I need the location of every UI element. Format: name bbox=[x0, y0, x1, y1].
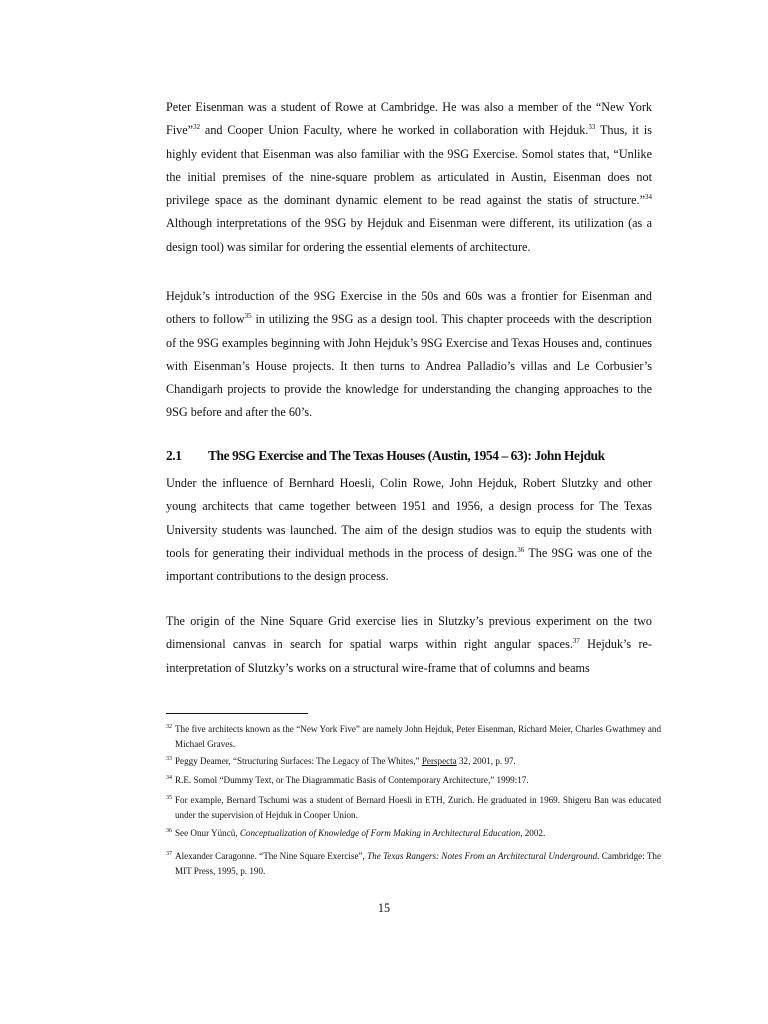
footnote-text: 32, 2001, p. 97. bbox=[456, 756, 516, 766]
book-title: Conceptualization of Knowledge of Form Making in Architectural Education bbox=[239, 828, 521, 838]
footnote-35: $^{35}$ For example, Bernard Tschumi was a student of Bernard Hoesli in ETH, Zurich. He graduated in 1969. Shigeru Ban was educated under the supervision of Hejduk in Cooper Union. bbox=[166, 795, 661, 820]
footnote-text: The five architects known as the “New York Five” are namely John Hejduk, Peter Eisenman, Richard Meier, Charles Gwathmey and Michael Graves. bbox=[175, 724, 661, 749]
paragraph-1 bbox=[166, 96, 652, 259]
paragraph-2 bbox=[166, 285, 652, 425]
section-heading bbox=[166, 448, 656, 464]
footnote-text: Peggy Deamer, “Structuring Surfaces: The Legacy of The Whites,” bbox=[175, 756, 422, 766]
footnote-ref[interactable]: 34 bbox=[645, 193, 652, 202]
footnote-text: See Onur Yüncü, bbox=[175, 828, 240, 838]
paragraph-text: The 9SG was one of the important contributions to the design process. bbox=[166, 545, 653, 584]
footnote-ref[interactable]: 37 bbox=[572, 637, 580, 646]
footnote-ref[interactable]: 32 bbox=[193, 123, 201, 132]
paragraph-text: and Cooper Union Faculty, where he worked in collaboration with Hejduk. bbox=[200, 123, 589, 138]
book-title: The Texas Rangers: Notes From an Architectural Underground bbox=[367, 851, 598, 861]
footnote-text: For example, Bernard Tschumi was a student of Bernard Hoesli in ETH, Zurich. He graduated in 1969. Shigeru Ban was educated under the supervision of Hejduk in Cooper Union. bbox=[175, 795, 661, 820]
paragraph-text: Hejduk’s introduction of the 9SG Exercise in the 50s and 60s was a frontier for Eisenman and others to follow bbox=[166, 289, 652, 327]
footnote-text: , 2002. bbox=[520, 828, 546, 838]
footnote-ref[interactable]: 33 bbox=[588, 123, 596, 132]
footnote-text: R.E. Somol “Dummy Text, or The Diagrammatic Basis of Contemporary Architecture,” 1999:17. bbox=[175, 775, 529, 785]
footnote-separator bbox=[166, 713, 308, 714]
footnote-32: $^{32}$ The five architects known as the “New York Five” are namely John Hejduk, Peter Eisenman, Richard Meier, Charles Gwathmey and Michael Graves. bbox=[166, 724, 661, 749]
page-number: 15 bbox=[377, 901, 391, 915]
paragraph-text: Thus, it is highly evident that Eisenman was also familiar with the 9SG Exercise. Somol states that, “Unlike the initial premises of the nine-square problem as articulated in Austin, Eisenman does not privilege space as the dominant dynamic element to be read against the statis of structure.” bbox=[166, 123, 653, 208]
paragraph-text: The origin of the Nine Square Grid exercise lies in Slutzky’s previous experiment on the two dimensional canvas in search for spatial warps within right angular spaces. bbox=[166, 614, 652, 652]
section-number: 2.1 bbox=[166, 448, 182, 463]
journal-title: Perspecta bbox=[421, 756, 457, 766]
paragraph-text: Hejduk’s re-interpretation of Slutzky’s works on a structural wire-frame that of columns and beams bbox=[166, 637, 652, 675]
footnote-ref[interactable]: 36 bbox=[517, 545, 525, 554]
footnote-ref[interactable]: 35 bbox=[244, 312, 252, 321]
paragraph-text: Although interpretations of the 9SG by Hejduk and Eisenman were different, its utilization (as a design tool) was similar for ordering the essential elements of architecture. bbox=[166, 216, 652, 254]
footnote-text: Alexander Caragonne. “The Nine Square Exercise”, bbox=[175, 851, 368, 861]
section-title: The 9SG Exercise and The Texas Houses (Austin, 1954 – 63): John Hejduk bbox=[208, 448, 605, 463]
paragraph-text: Peter Eisenman was a student of Rowe at Cambridge. He was also a member of the “New York Five” bbox=[166, 100, 652, 138]
paragraph-text: in utilizing the 9SG as a design tool. This chapter proceeds with the description of the 9SG examples beginning with John Hejduk’s 9SG Exercise and Texas Houses and, continues with Eisenman’s House projects. It then turns to Andrea Palladio’s villas and Le Corbusier’s Chandigarh projects to provide the knowledge for understanding the changing approaches to the 9SG before and after the 60’s. bbox=[166, 312, 652, 420]
footnote-36: $^{36}$ See Onur Yüncü, Conceptualization of Knowledge of Form Making in Architectural Education, 2002. bbox=[166, 828, 546, 838]
paragraph-3 bbox=[166, 472, 652, 588]
paragraph-text: Under the influence of Bernhard Hoesli, Colin Rowe, John Hejduk, Robert Slutzky and other young architects that came together between 1951 and 1956, a design process for The Texas University students was launched. The aim of the design studios was to equip the students with tools for generating their individual methods in the process of design. bbox=[166, 476, 652, 560]
footnote-33: $^{33}$ Peggy Deamer, “Structuring Surfaces: The Legacy of The Whites,” Perspecta 32, 2001, p. 97. bbox=[166, 756, 516, 766]
footnote-text: . Cambridge: The MIT Press, 1995, p. 190. bbox=[175, 851, 661, 876]
footnote-34: $^{34}$ R.E. Somol “Dummy Text, or The Diagrammatic Basis of Contemporary Architecture,” 1999:17. bbox=[166, 775, 529, 785]
footnote-37: $^{37}$ Alexander Caragonne. “The Nine Square Exercise”, The Texas Rangers: Notes From an Architectural Underground. Cambridge: The MIT Press, 1995, p. 190. bbox=[166, 851, 661, 876]
paragraph-4 bbox=[166, 610, 652, 680]
